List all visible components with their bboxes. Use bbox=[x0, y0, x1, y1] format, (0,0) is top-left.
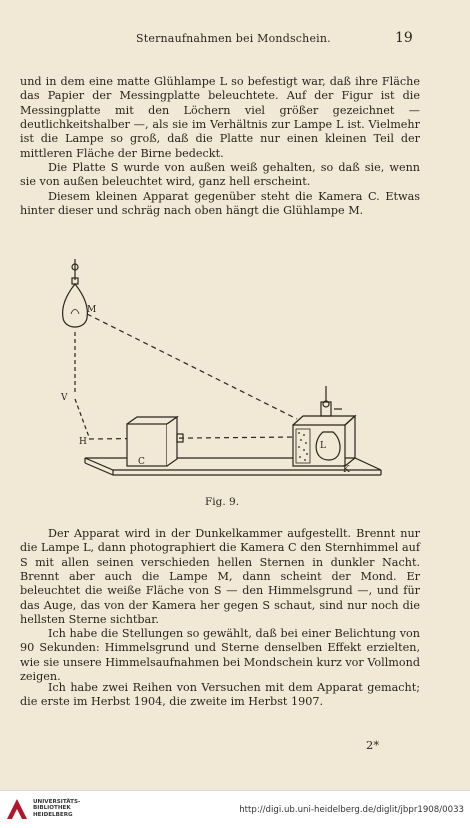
paragraph-5: Ich habe die Stellungen so gewählt, daß bei einer Belichtung von 90 Sekunden: Himmelsgrund und Sterne denselben Effekt erzielten, wie sie unsere Himmelsaufnahmen bei Mondschein kurz vor Vollmond zeigen. bbox=[20, 627, 420, 684]
paragraph-6: Ich habe zwei Reihen von Versuchen mit dem Apparat gemacht; die erste im Herbst 1904, die zweite im Herbst 1907. bbox=[20, 681, 420, 709]
label-v: V bbox=[61, 393, 68, 403]
paragraph-3: Diesem kleinen Apparat gegenüber steht die Kamera C. Etwas hinter dieser und schräg nach oben hängt die Glühlampe M. bbox=[20, 190, 420, 218]
library-logo-text: UNIVERSITÄTS- BIBLIOTHEK HEIDELBERG bbox=[33, 799, 81, 818]
base-edge-bottom bbox=[85, 463, 113, 475]
page-number: 19 bbox=[395, 30, 413, 46]
label-c: C bbox=[138, 457, 145, 467]
signature-mark: 2* bbox=[366, 738, 380, 752]
light-ray-m-to-s bbox=[87, 314, 297, 419]
footer-bar bbox=[0, 790, 470, 828]
apparatus-diagram bbox=[45, 254, 395, 486]
figure-9 bbox=[45, 254, 395, 486]
label-h: H bbox=[79, 437, 87, 447]
lower-dashed-line bbox=[75, 399, 89, 437]
permalink-url[interactable]: http://digi.ub.uni-heidelberg.de/diglit/jbpr1908/0033 bbox=[239, 805, 464, 815]
label-l: L bbox=[320, 441, 326, 451]
lamp-m-bulb bbox=[63, 284, 88, 327]
label-k: K bbox=[343, 465, 350, 475]
figure-caption: Fig. 9. bbox=[205, 496, 240, 508]
paragraph-4: Der Apparat wird in der Dunkelkammer aufgestellt. Brennt nur die Lampe L, dann photographiert die Kamera C den Sternhimmel auf S mit allen seinen verschieden hellen Sternen in dunkler Nacht. Brennt aber auch die Lampe M, dann scheint der Mond. Er beleuchtet die weiße Fläche von S — den Himmelsgrund —, und für das Auge, das von der Kamera her gegen S schaut, sind nur noch die hellsten Sterne sichtbar. bbox=[20, 527, 420, 627]
horizontal-ray bbox=[89, 437, 297, 439]
camera-c-side bbox=[167, 417, 177, 466]
running-title: Sternaufnahmen bei Mondschein. bbox=[136, 32, 331, 45]
library-logo-icon bbox=[5, 797, 29, 821]
lamp-box-front bbox=[293, 425, 345, 466]
lamp-filament bbox=[71, 310, 79, 315]
page-header bbox=[0, 32, 470, 52]
paragraph-2: Die Platte S wurde von außen weiß gehalten, so daß sie, wenn sie von außen beleuchtet wird, ganz hell erscheint. bbox=[20, 161, 420, 189]
label-m: M bbox=[87, 305, 97, 315]
paragraph-1: und in dem eine matte Glühlampe L so befestigt war, daß ihre Fläche das Papier der Messingplatte beleuchtete. Auf der Figur ist die Messingplatte mit den Löchern viel größer gezeichnet — deutlichkeitshalber —, als sie im Verhältnis zur Lampe L ist. Vielmehr ist die Lampe so groß, daß die Platte nur einen kleinen Teil der mittleren Fläche der Birne bedeckt. bbox=[20, 75, 420, 160]
camera-c-front bbox=[127, 424, 167, 466]
